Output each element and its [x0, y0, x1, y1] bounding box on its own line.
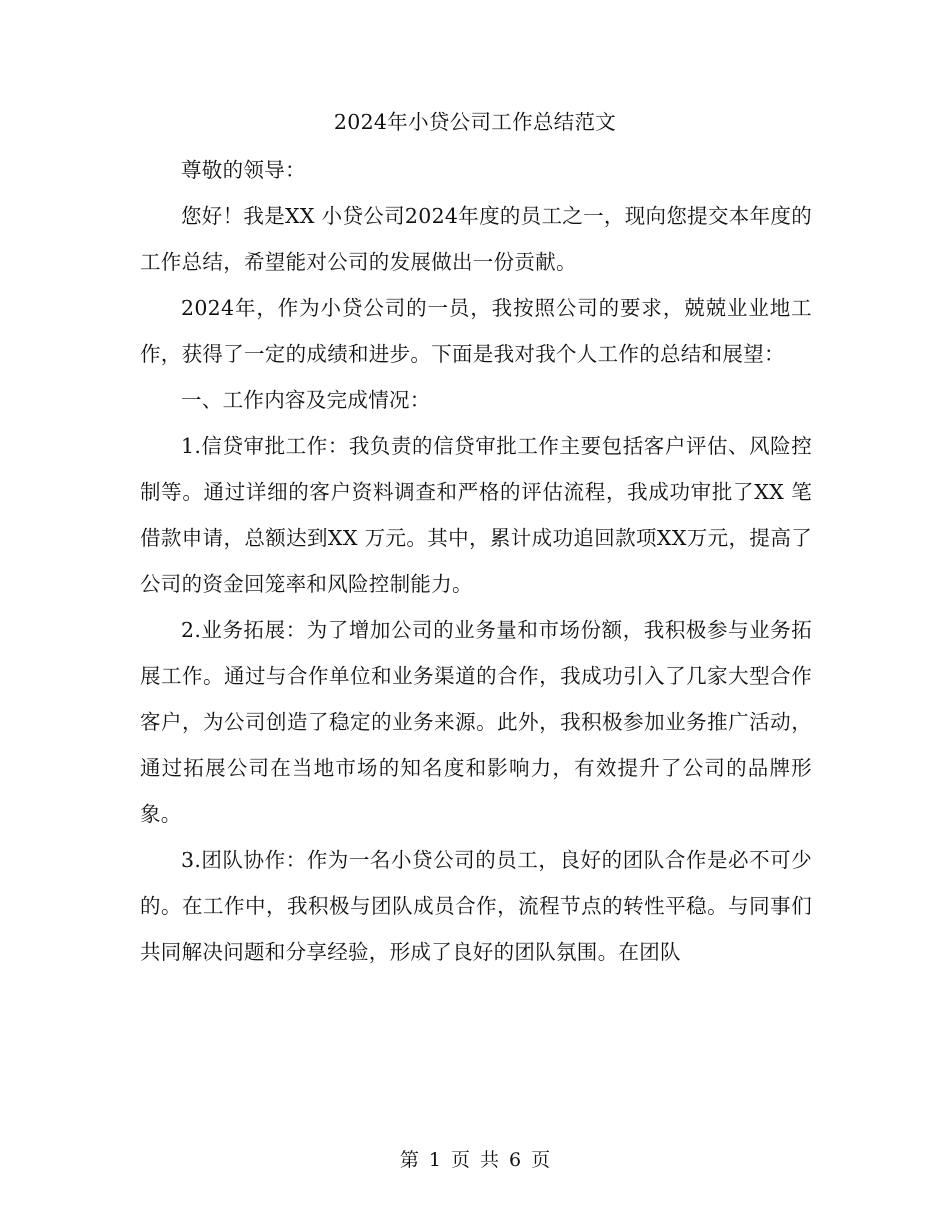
- page-number-footer: 第 1 页 共 6 页: [399, 1149, 551, 1171]
- section-heading: 一、工作内容及完成情况：: [181, 388, 431, 412]
- credit-approval-paragraph: 1.信贷审批工作：我负责的信贷审批工作主要包括客户评估、风险控制等。通过详细的客户资料调查和严格的评估流程，我成功审批了XX 笔借款申请，总额达到XX 万元。其中，累计成功追回款项XX万元，提高了公司的资金回笼率和风险控制能力。: [140, 434, 812, 596]
- greeting-paragraph: 您好！我是XX 小贷公司2024年度的员工之一，现向您提交本年度的工作总结，希望能对公司的发展做出一份贡献。: [140, 204, 812, 274]
- teamwork-paragraph: 3.团队协作：作为一名小贷公司的员工，良好的团队合作是必不可少的。在工作中，我积极与团队成员合作，流程节点的转性平稳。与同事们共同解决问题和分享经验，形成了良好的团队氛围。在团队: [140, 848, 812, 964]
- document-title: 2024年小贷公司工作总结范文: [333, 110, 617, 134]
- intro-paragraph: 2024年，作为小贷公司的一员，我按照公司的要求，兢兢业业地工作，获得了一定的成绩和进步。下面是我对我个人工作的总结和展望：: [140, 296, 812, 366]
- business-expansion-paragraph: 2.业务拓展：为了增加公司的业务量和市场份额，我积极参与业务拓展工作。通过与合作单位和业务渠道的合作，我成功引入了几家大型合作客户，为公司创造了稳定的业务来源。此外，我积极参加业务推广活动，通过拓展公司在当地市场的知名度和影响力，有效提升了公司的品牌形象。: [140, 618, 812, 826]
- salutation-paragraph: 尊敬的领导：: [181, 158, 306, 182]
- document-body: [140, 147, 812, 975]
